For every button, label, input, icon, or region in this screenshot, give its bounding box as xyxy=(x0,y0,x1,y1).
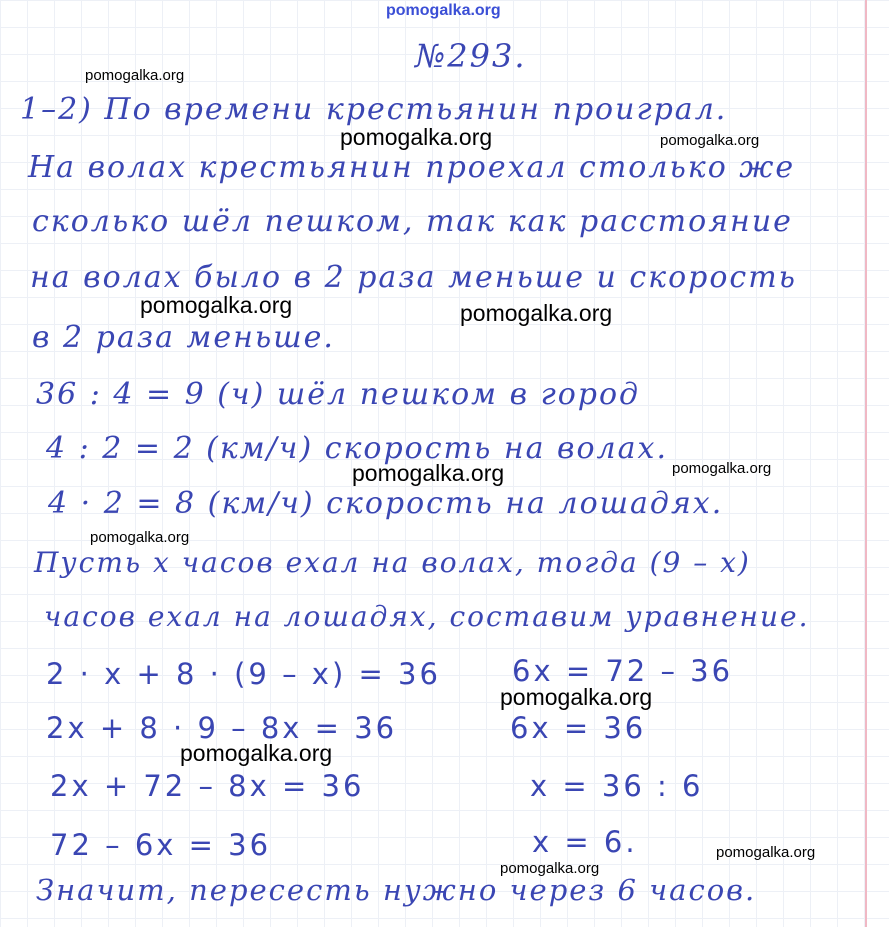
equation-left: 2x + 72 – 8x = 36 xyxy=(50,769,365,803)
solution-line: часов ехал на лошадях, составим уравнение. xyxy=(44,600,810,633)
watermark: pomogalka.org xyxy=(90,529,190,546)
solution-line: 1–2) По времени крестьянин проиграл. xyxy=(20,92,728,127)
solution-line: 4 · 2 = 8 (км/ч) скорость на лошадях. xyxy=(48,486,724,521)
conclusion-line: Значит, пересесть нужно через 6 часов. xyxy=(36,873,757,907)
equation-left: 2 · x + 8 · (9 – x) = 36 xyxy=(46,657,441,691)
solution-line: сколько шёл пешком, так как расстояние xyxy=(32,204,793,239)
equation-right: x = 6. xyxy=(532,825,638,859)
watermark: pomogalka.org xyxy=(340,124,493,150)
solution-line: 36 : 4 = 9 (ч) шёл пешком в город xyxy=(36,377,641,412)
watermark-top: pomogalka.org xyxy=(386,2,501,19)
watermark: pomogalka.org xyxy=(716,844,816,861)
watermark: pomogalka.org xyxy=(500,684,653,710)
watermark: pomogalka.org xyxy=(180,740,333,766)
watermark: pomogalka.org xyxy=(660,132,760,149)
watermark: pomogalka.org xyxy=(500,860,600,877)
equation-left: 72 – 6x = 36 xyxy=(50,828,272,862)
watermark: pomogalka.org xyxy=(672,460,772,477)
problem-number: №293. xyxy=(415,37,527,75)
watermark: pomogalka.org xyxy=(140,292,293,318)
equation-right: x = 36 : 6 xyxy=(530,769,704,803)
watermark: pomogalka.org xyxy=(460,300,613,326)
solution-line: 4 : 2 = 2 (км/ч) скорость на волах. xyxy=(46,431,668,466)
equation-left: 2x + 8 · 9 – 8x = 36 xyxy=(46,711,398,745)
watermark: pomogalka.org xyxy=(85,67,185,84)
equation-right: 6x = 72 – 36 xyxy=(512,654,734,688)
solution-line: Пусть x часов ехал на волах, тогда (9 – x) xyxy=(34,546,751,579)
notebook-margin-line xyxy=(865,0,867,927)
solution-line: На волах крестьянин проехал столько же xyxy=(28,150,796,185)
solution-line: на волах было в 2 раза меньше и скорость xyxy=(30,260,797,295)
watermark: pomogalka.org xyxy=(352,460,505,486)
solution-line: в 2 раза меньше. xyxy=(32,320,335,355)
equation-right: 6x = 36 xyxy=(510,711,647,745)
